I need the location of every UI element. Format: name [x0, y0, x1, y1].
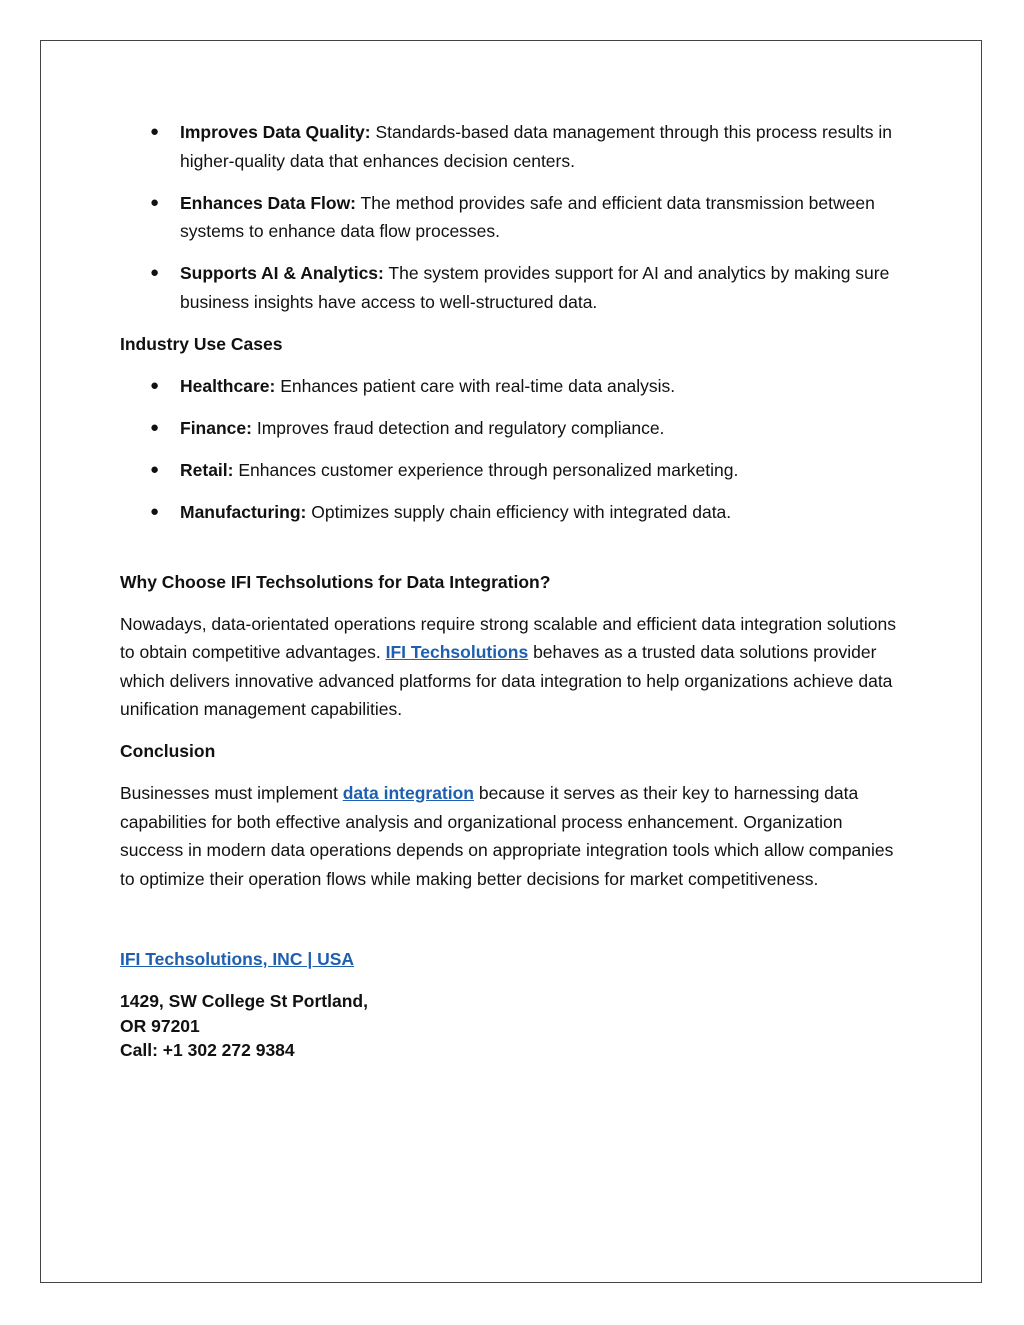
why-text-before: Nowadays, data-orientated operations require strong scalable and efficient data integration solutions to obtain competitive advantages.	[120, 613, 896, 662]
conclusion-heading: Conclusion	[120, 741, 216, 761]
list-item	[120, 259, 910, 316]
phone-number: Call: +1 302 272 9384	[120, 1040, 295, 1060]
benefit-label: Improves Data Quality:	[180, 122, 371, 142]
spacer	[120, 907, 910, 945]
bullet-icon: ●	[150, 502, 160, 520]
company-link-line	[120, 945, 910, 974]
use-case-label: Retail:	[180, 459, 234, 480]
bullet-icon: ●	[150, 460, 160, 478]
benefit-text: The method provides safe and efficient data transmission between systems to enhance data flow processes.	[180, 192, 875, 241]
use-case-label: Manufacturing:	[180, 501, 307, 522]
use-case-text: Enhances patient care with real-time data analysis.	[275, 375, 676, 396]
company-link[interactable]: IFI Techsolutions, INC | USA	[120, 948, 355, 969]
bullet-icon: ●	[150, 418, 160, 436]
bullet-icon: ●	[150, 264, 160, 281]
use-case-text: Improves fraud detection and regulatory compliance.	[251, 417, 665, 438]
document-body	[120, 118, 910, 1063]
benefit-label: Enhances Data Flow:	[180, 192, 357, 213]
list-item	[120, 372, 910, 401]
bullet-icon: ●	[150, 193, 160, 211]
use-cases-heading: Industry Use Cases	[120, 333, 283, 354]
conclusion-paragraph	[120, 779, 910, 893]
why-paragraph	[120, 610, 910, 724]
data-integration-link[interactable]: data integration	[342, 783, 474, 803]
conclusion-text-after: because it serves as their key to harnessing data capabilities for both effective analysis and organizational process enhancement. Organization success in modern data operations depends on appropriate integration tools which allow companies to optimize their operation flows while making better decisions for market competitiveness.	[120, 783, 894, 889]
use-cases-list	[120, 372, 910, 527]
spacer	[120, 540, 910, 568]
address-line-2: OR 97201	[120, 1015, 200, 1036]
conclusion-text-before: Businesses must implement	[120, 783, 343, 803]
list-item	[120, 414, 910, 443]
why-heading: Why Choose IFI Techsolutions for Data Integration?	[120, 571, 551, 592]
bullet-icon: ●	[150, 123, 160, 140]
benefit-text: The system provides support for AI and analytics by making sure business insights have access to well-structured data.	[180, 263, 890, 312]
address-block	[120, 989, 910, 1063]
use-case-text: Optimizes supply chain efficiency with integrated data.	[306, 501, 732, 522]
list-item	[120, 498, 910, 527]
list-item	[120, 456, 910, 485]
benefits-list	[120, 118, 910, 316]
bullet-icon: ●	[150, 376, 160, 394]
address-line-1: 1429, SW College St Portland,	[120, 991, 368, 1011]
benefit-label: Supports AI & Analytics:	[180, 263, 384, 283]
why-text-after: behaves as a trusted data solutions provider which delivers innovative advanced platforms for data integration to help organizations achieve data unification management capabilities.	[120, 642, 893, 719]
use-case-label: Healthcare:	[180, 375, 276, 396]
use-case-label: Finance:	[180, 417, 252, 438]
list-item	[120, 189, 910, 246]
use-case-text: Enhances customer experience through personalized marketing.	[233, 459, 739, 480]
list-item	[120, 118, 910, 175]
benefit-text: Standards-based data management through this process results in higher-quality data that enhances decision centers.	[180, 122, 893, 171]
ifi-techsolutions-link[interactable]: IFI Techsolutions	[385, 642, 529, 662]
